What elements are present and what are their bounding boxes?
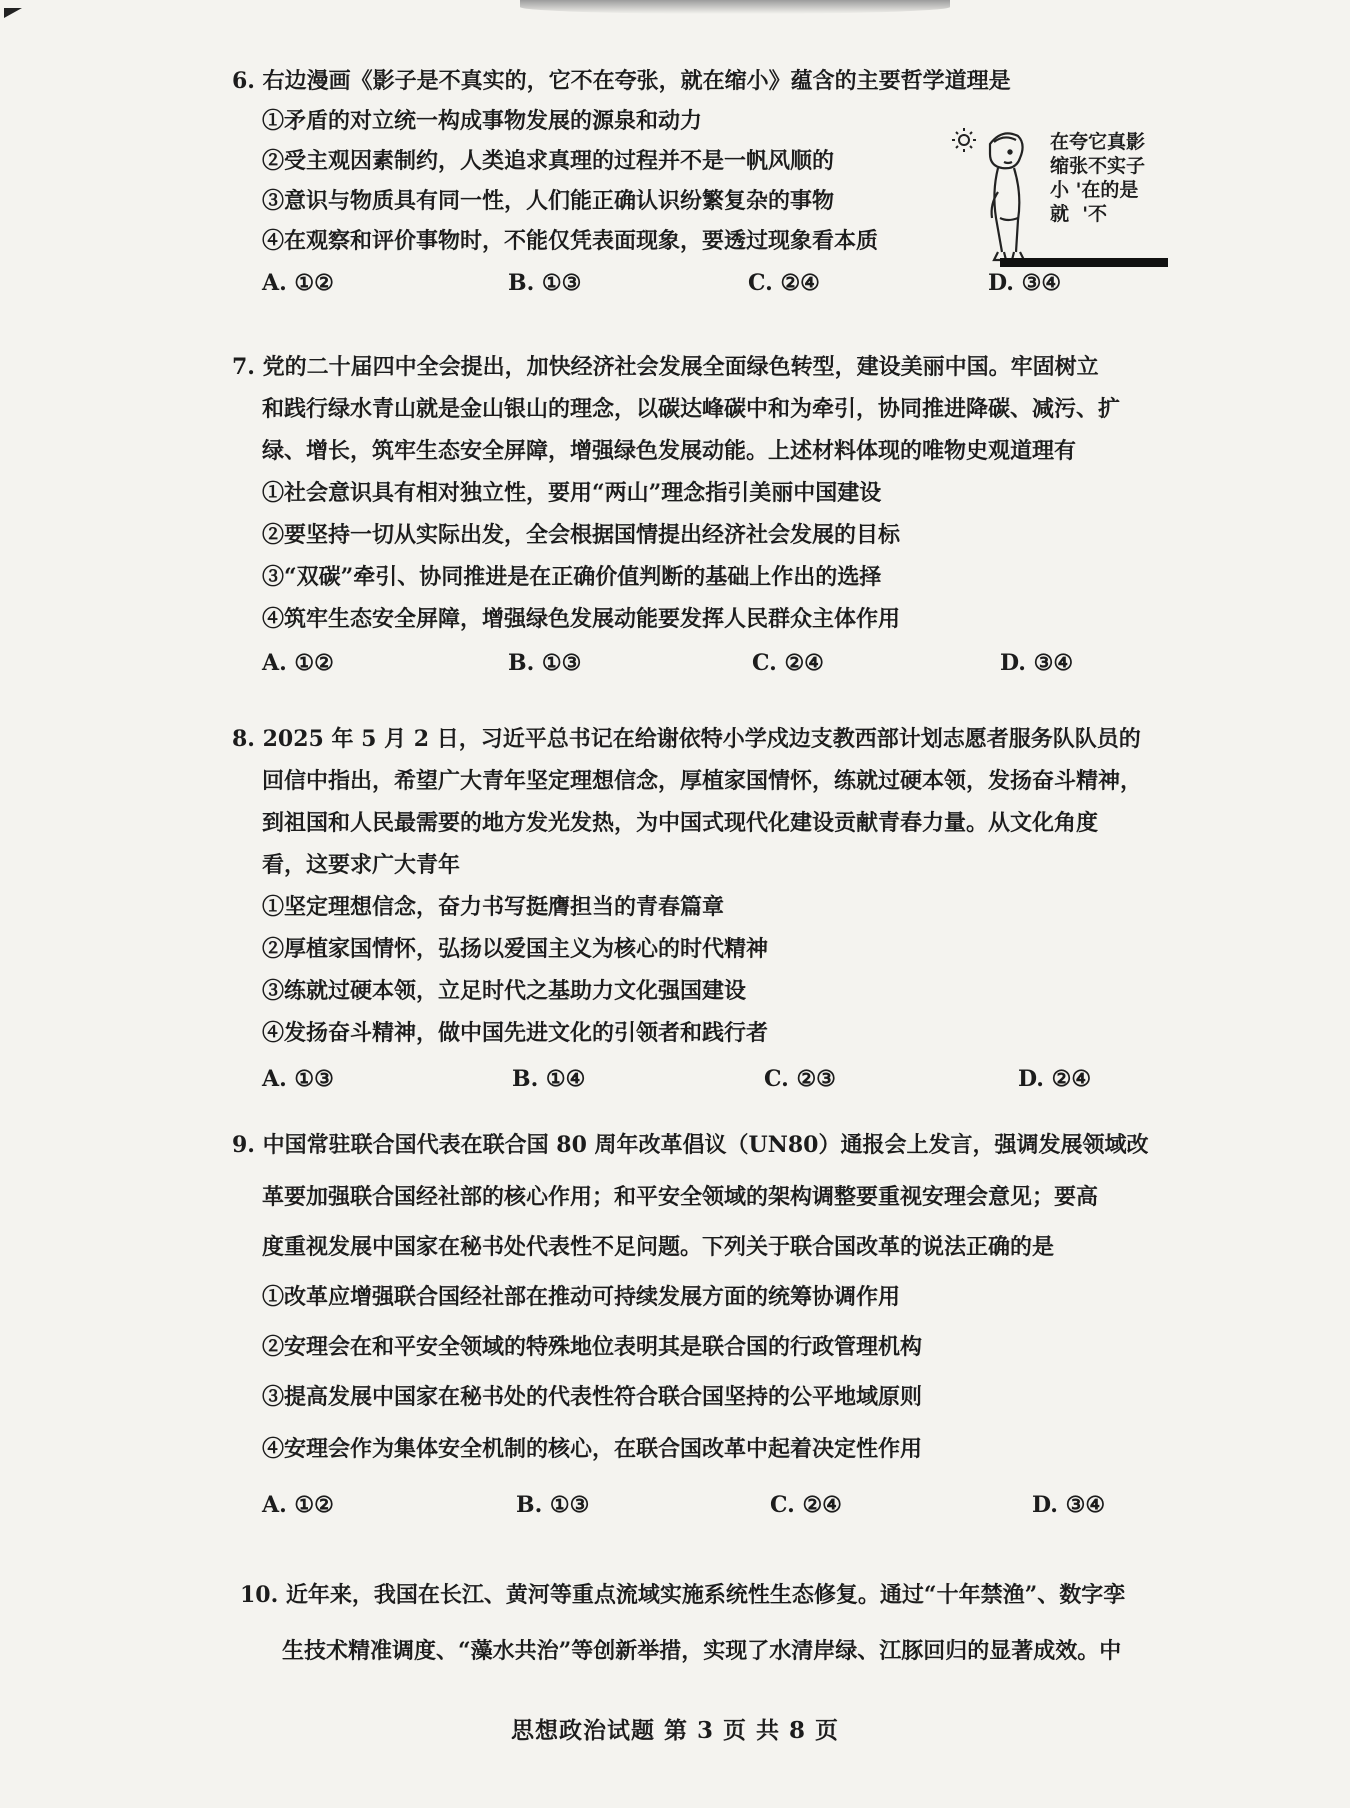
q7-option-3: ③“双碳”牵引、协同推进是在正确价值判断的基础上作出的选择 <box>262 564 882 590</box>
q9-choice-a: A. ①② <box>262 1492 334 1518</box>
q8-stem-line-2: 回信中指出，希望广大青年坚定理想信念，厚植家国情怀，练就过硬本领，发扬奋斗精神， <box>262 768 1143 794</box>
q8-choice-a: A. ①③ <box>262 1066 334 1092</box>
q7-choice-b: B. ①③ <box>508 650 582 676</box>
cartoon-caption: 在夸它真影 缩张不实子 小 '在的是 就 '不 <box>1050 131 1146 225</box>
man-figure <box>990 133 1024 260</box>
q7-stem-line-1: 7. 党的二十届四中全会提出，加快经济社会发展全面绿色转型，建设美丽中国。牢固树立 <box>232 354 1099 380</box>
q9-choice-c: C. ②④ <box>770 1492 842 1518</box>
q9-stem-line-3: 度重视发展中国家在秘书处代表性不足问题。下列关于联合国改革的说法正确的是 <box>262 1234 1055 1260</box>
q6-choice-b: B. ①③ <box>508 270 582 296</box>
q9-option-1: ①改革应增强联合国经社部在推动可持续发展方面的统筹协调作用 <box>262 1284 901 1310</box>
q7-stem-line-2: 和践行绿水青山就是金山银山的理念，以碳达峰碳中和为牵引，协同推进降碳、减污、扩 <box>262 396 1121 422</box>
q8-option-2: ②厚植家国情怀，弘扬以爱国主义为核心的时代精神 <box>262 936 769 962</box>
q7-choice-a: A. ①② <box>262 650 334 676</box>
page-footer: 思想政治试题 第 3 页 共 8 页 <box>510 1717 840 1744</box>
q6-option-3: ③意识与物质具有同一性，人们能正确认识纷繁复杂的事物 <box>262 188 835 214</box>
q9-option-2: ②安理会在和平安全领域的特殊地位表明其是联合国的行政管理机构 <box>262 1334 923 1360</box>
q6-choice-a: A. ①② <box>262 270 334 296</box>
q6-option-1: ①矛盾的对立统一构成事物发展的源泉和动力 <box>262 108 703 134</box>
q6-option-4: ④在观察和评价事物时，不能仅凭表面现象，要透过现象看本质 <box>262 228 879 254</box>
q8-stem-line-3: 到祖国和人民最需要的地方发光发热，为中国式现代化建设贡献青春力量。从文化角度 <box>262 810 1099 836</box>
q7-option-4: ④筑牢生态安全屏障，增强绿色发展动能要发挥人民群众主体作用 <box>262 606 901 632</box>
q9-choice-d: D. ③④ <box>1032 1492 1106 1518</box>
q10-stem-line-1: 10. 近年来，我国在长江、黄河等重点流域实施系统性生态修复。通过“十年禁渔”、数字孪 <box>240 1582 1126 1608</box>
q9-choice-b: B. ①③ <box>516 1492 590 1518</box>
q7-stem-line-3: 绿、增长，筑牢生态安全屏障，增强绿色发展动能。上述材料体现的唯物史观道理有 <box>262 438 1077 464</box>
q7-choice-c: C. ②④ <box>752 650 824 676</box>
q8-choice-c: C. ②③ <box>764 1066 836 1092</box>
q9-stem-line-1: 9. 中国常驻联合国代表在联合国 80 周年改革倡议（UN80）通报会上发言，强调发展领域改 <box>232 1132 1149 1158</box>
q6-choice-c: C. ②④ <box>748 270 820 296</box>
q6-stem: 6. 右边漫画《影子是不真实的，它不在夸张，就在缩小》蕴含的主要哲学道理是 <box>232 68 1011 94</box>
shadow-shape <box>1000 258 1168 267</box>
q6-option-2: ②受主观因素制约，人类追求真理的过程并不是一帆风顺的 <box>262 148 835 174</box>
q8-choice-b: B. ①④ <box>512 1066 586 1092</box>
q7-option-1: ①社会意识具有相对独立性，要用“两山”理念指引美丽中国建设 <box>262 480 882 506</box>
q8-option-1: ①坚定理想信念，奋力书写挺膺担当的青春篇章 <box>262 894 725 920</box>
q9-option-4: ④安理会作为集体安全机制的核心，在联合国改革中起着决定性作用 <box>262 1436 923 1462</box>
q7-choice-d: D. ③④ <box>1000 650 1074 676</box>
q9-option-3: ③提高发展中国家在秘书处的代表性符合联合国坚持的公平地域原则 <box>262 1384 923 1410</box>
q8-choice-d: D. ②④ <box>1018 1066 1092 1092</box>
q6-choice-d: D. ③④ <box>988 270 1062 296</box>
q7-option-2: ②要坚持一切从实际出发，全会根据国情提出经济社会发展的目标 <box>262 522 901 548</box>
q8-stem-line-1: 8. 2025 年 5 月 2 日，习近平总书记在给谢依特小学戍边支教西部计划志愿者服务队队员的 <box>232 726 1141 752</box>
sun-icon <box>952 128 976 152</box>
q9-stem-line-2: 革要加强联合国经社部的核心作用；和平安全领域的架构调整要重视安理会意见；要高 <box>262 1184 1099 1210</box>
q8-option-3: ③练就过硬本领，立足时代之基助力文化强国建设 <box>262 978 747 1004</box>
q8-option-4: ④发扬奋斗精神，做中国先进文化的引领者和践行者 <box>262 1020 769 1046</box>
q10-stem-line-2: 生技术精准调度、“藻水共治”等创新举措，实现了水清岸绿、江豚回归的显著成效。中 <box>282 1638 1122 1664</box>
q8-stem-line-4: 看，这要求广大青年 <box>262 852 461 878</box>
